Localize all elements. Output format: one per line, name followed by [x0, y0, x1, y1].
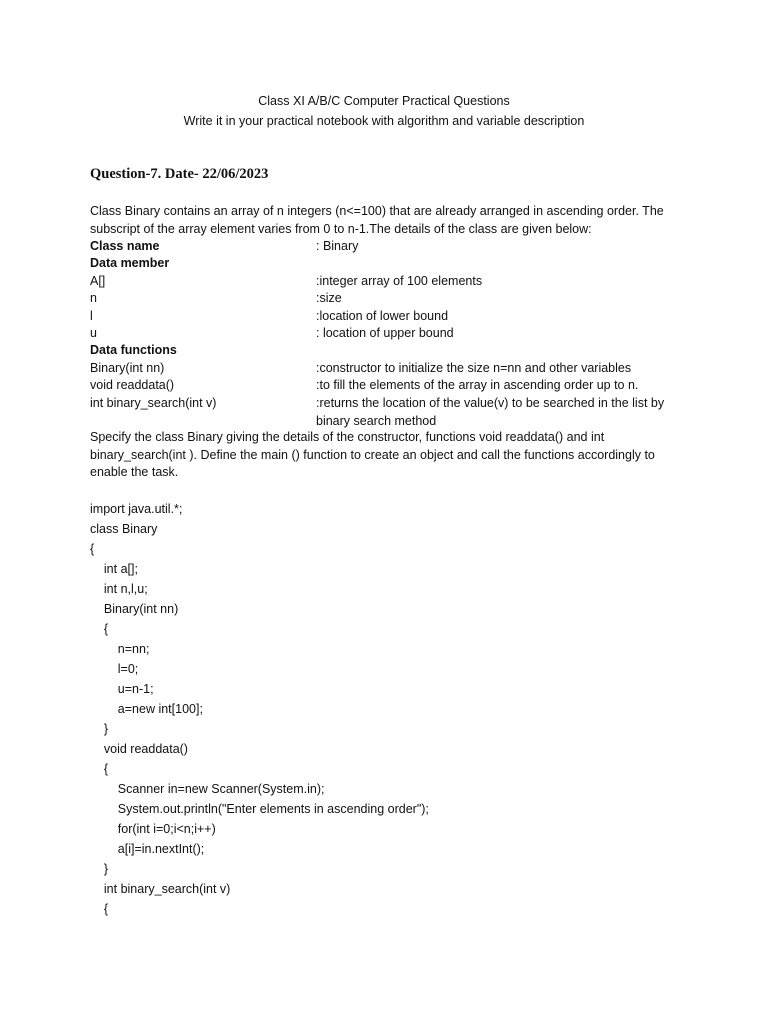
code-line: { [90, 762, 109, 776]
spec-function-row [90, 360, 690, 378]
spec-member-name: l [90, 309, 93, 323]
question-title: Question-7. Date- 22/06/2023 [90, 166, 269, 182]
spec-class-name-label: Class name [90, 239, 160, 253]
code-line: } [90, 722, 109, 736]
spec-function-name: int binary_search(int v) [90, 396, 217, 410]
document-header-instruction: Write it in your practical notebook with algorithm and variable description [183, 114, 585, 128]
spec-member-row [90, 290, 690, 308]
spec-member-desc: :size [316, 291, 342, 305]
code-line: } [90, 862, 109, 876]
spec-function-desc: :constructor to initialize the size n=nn and other variables [316, 361, 632, 375]
spec-data-member-heading-row [90, 255, 690, 273]
spec-member-row [90, 325, 690, 343]
spec-function-row [90, 395, 690, 430]
spec-data-functions-heading-row [90, 342, 690, 360]
spec-function-name: void readdata() [90, 378, 175, 392]
code-line: { [90, 902, 109, 916]
code-line: System.out.println("Enter elements in ascending order"); [90, 802, 429, 816]
code-line: n=nn; [90, 642, 150, 656]
spec-class-name-row [90, 238, 690, 256]
spec-data-member-heading: Data member [90, 256, 170, 270]
code-line: Scanner in=new Scanner(System.in); [90, 782, 325, 796]
spec-member-desc: :location of lower bound [316, 309, 449, 323]
spec-member-name: n [90, 291, 97, 305]
document-header-title: Class XI A/B/C Computer Practical Questions [258, 94, 510, 108]
spec-function-desc: :to fill the elements of the array in ascending order up to n. [316, 378, 639, 392]
code-line: a=new int[100]; [90, 702, 203, 716]
code-line: { [90, 542, 95, 556]
spec-class-name-value: : Binary [316, 239, 359, 253]
code-line: int a[]; [90, 562, 138, 576]
code-line: l=0; [90, 662, 139, 676]
code-line: int n,l,u; [90, 582, 148, 596]
spec-member-desc: :integer array of 100 elements [316, 274, 483, 288]
code-line: a[i]=in.nextInt(); [90, 842, 205, 856]
question-specify-text: Specify the class Binary giving the details of the constructor, functions void readdata() and int binary_search(int ). Define the main () function to create an object and call the functions accordingly to enable the task. [90, 430, 655, 479]
code-line: int binary_search(int v) [90, 882, 231, 896]
spec-member-name: A[] [90, 274, 106, 288]
code-line: void readdata() [90, 742, 188, 756]
code-line: class Binary [90, 522, 158, 536]
code-line: u=n-1; [90, 682, 154, 696]
spec-function-row [90, 377, 690, 395]
spec-member-row [90, 308, 690, 326]
code-line: Binary(int nn) [90, 602, 179, 616]
spec-member-row [90, 273, 690, 291]
code-line: for(int i=0;i<n;i++) [90, 822, 216, 836]
question-intro: Class Binary contains an array of n integers (n<=100) that are already arranged in ascending order. The subscript of the array element varies from 0 to n-1.The details of the class are given below: [90, 204, 664, 236]
spec-member-desc: : location of upper bound [316, 326, 454, 340]
spec-function-name: Binary(int nn) [90, 361, 165, 375]
spec-function-desc: :returns the location of the value(v) to be searched in the list by binary search method [316, 396, 665, 428]
code-line: import java.util.*; [90, 502, 183, 516]
spec-member-name: u [90, 326, 97, 340]
code-listing [90, 499, 429, 919]
spec-data-functions-heading: Data functions [90, 343, 177, 357]
code-line: { [90, 622, 109, 636]
